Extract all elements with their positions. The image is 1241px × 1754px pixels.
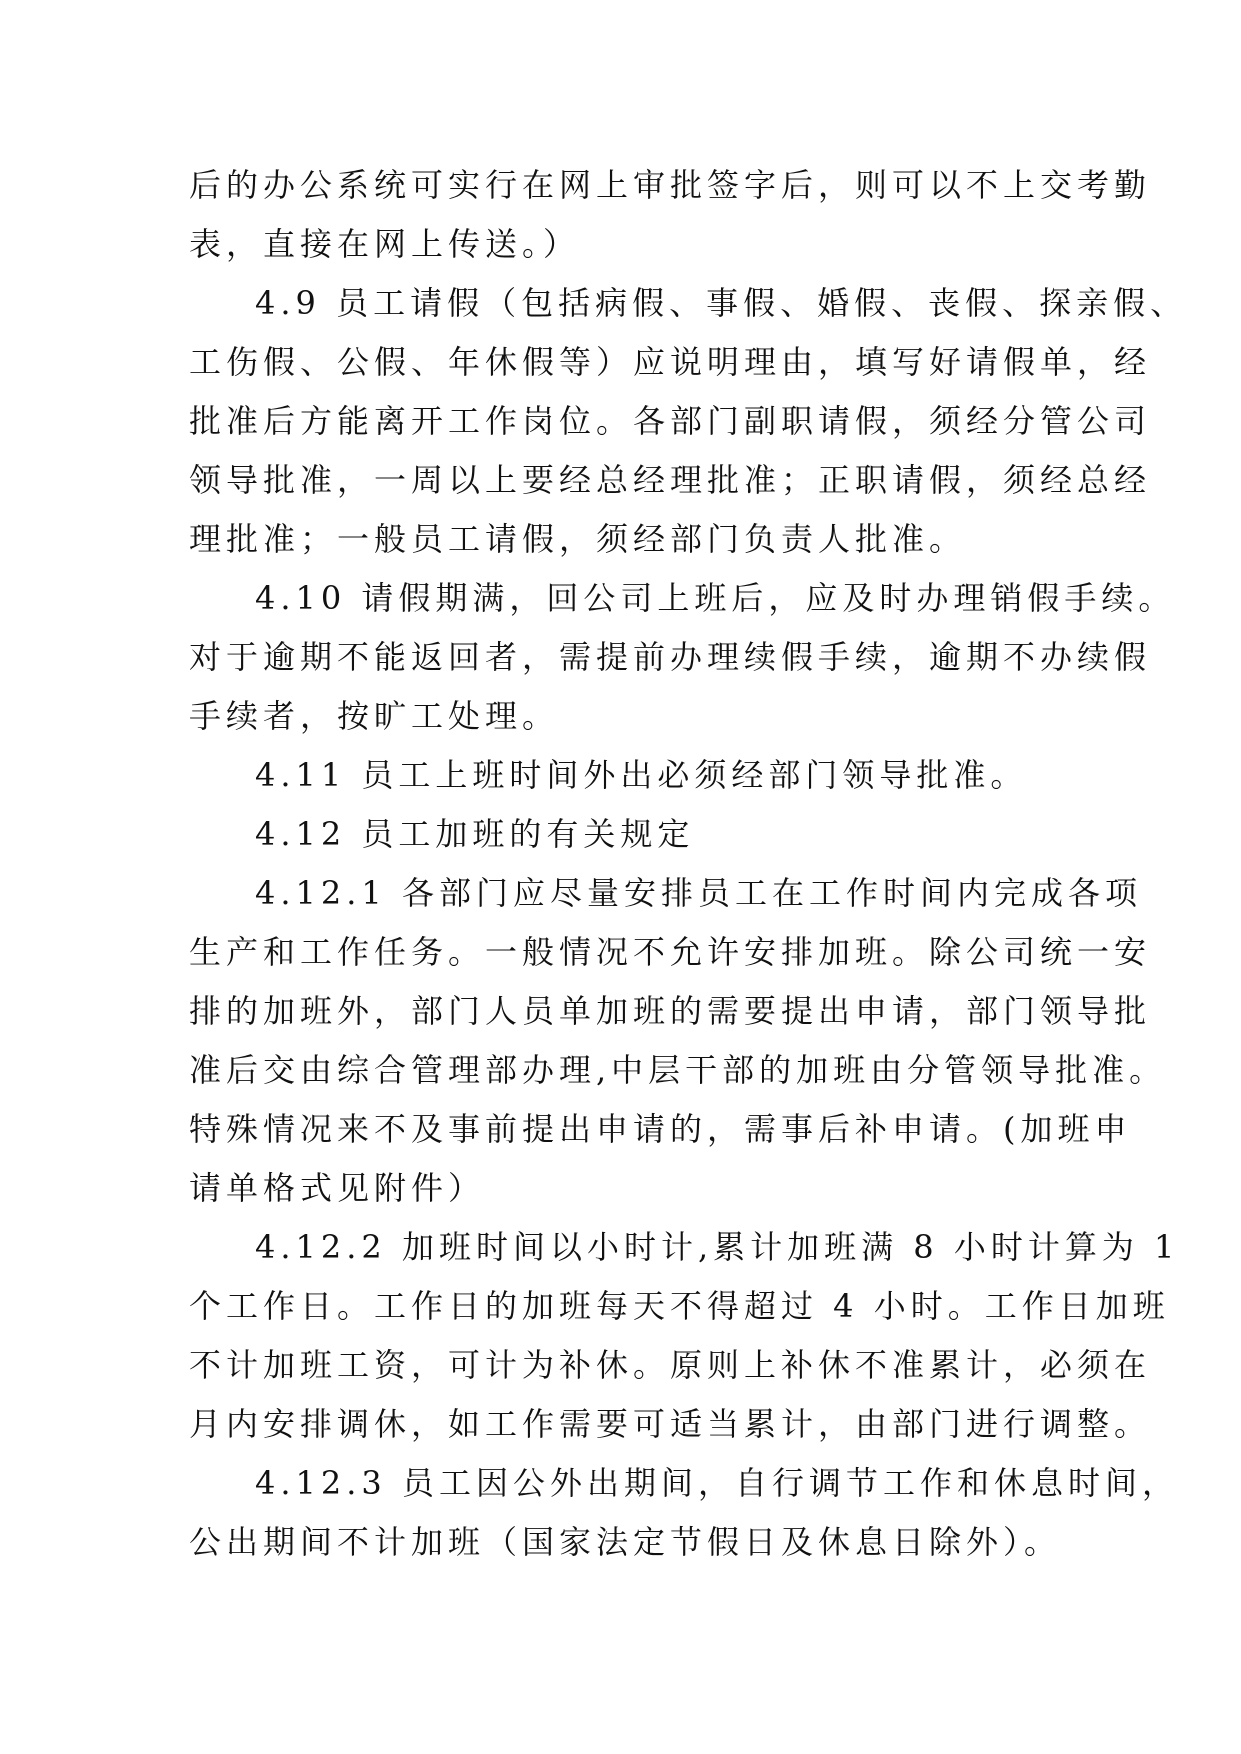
text-line: 工伤假、公假、年休假等）应说明理由，填写好请假单，经 [189, 343, 1152, 381]
text-line: 不计加班工资，可计为补休。原则上补休不准累计，必须在 [189, 1346, 1152, 1384]
section-heading-4-12: 4.12 员工加班的有关规定 [255, 815, 695, 853]
paragraph-4-11: 4.11 员工上班时间外出必须经部门领导批准。 [255, 756, 1028, 794]
text-line: 月内安排调休，如工作需要可适当累计，由部门进行调整。 [189, 1405, 1152, 1443]
paragraph-4-12-3: 4.12.3 员工因公外出期间，自行调节工作和休息时间， [255, 1464, 1179, 1502]
text-line: 对于逾期不能返回者，需提前办理续假手续，逾期不办续假 [189, 638, 1152, 676]
text-line: 公出期间不计加班（国家法定节假日及休息日除外）。 [189, 1523, 1062, 1561]
text-line: 准后交由综合管理部办理,中层干部的加班由分管领导批准。 [189, 1051, 1167, 1089]
text-line: 生产和工作任务。一般情况不允许安排加班。除公司统一安 [189, 933, 1152, 971]
paragraph-4-12-2: 4.12.2 加班时间以小时计,累计加班满 8 小时计算为 1 [255, 1228, 1180, 1266]
paragraph-4-9: 4.9 员工请假（包括病假、事假、婚假、丧假、探亲假、 [255, 284, 1188, 322]
text-line: 手续者，按旷工处理。 [189, 697, 560, 735]
text-line: 请单格式见附件） [189, 1169, 486, 1207]
text-line: 理批准；一般员工请假，须经部门负责人批准。 [189, 520, 967, 558]
text-line: 表，直接在网上传送。） [189, 225, 581, 263]
text-line: 排的加班外，部门人员单加班的需要提出申请，部门领导批 [189, 992, 1152, 1030]
paragraph-4-12-1: 4.12.1 各部门应尽量安排员工在工作时间内完成各项 [255, 874, 1142, 912]
document-body [189, 156, 1188, 1572]
text-line: 个工作日。工作日的加班每天不得超过 4 小时。工作日加班 [189, 1287, 1170, 1325]
text-line: 特殊情况来不及事前提出申请的，需事后补申请。(加班申 [189, 1110, 1132, 1148]
paragraph-4-10: 4.10 请假期满，回公司上班后，应及时办理销假手续。 [255, 579, 1176, 617]
text-line: 后的办公系统可实行在网上审批签字后，则可以不上交考勤 [189, 166, 1152, 204]
text-line: 领导批准，一周以上要经总经理批准；正职请假，须经总经 [189, 461, 1152, 499]
text-line: 批准后方能离开工作岗位。各部门副职请假，须经分管公司 [189, 402, 1152, 440]
